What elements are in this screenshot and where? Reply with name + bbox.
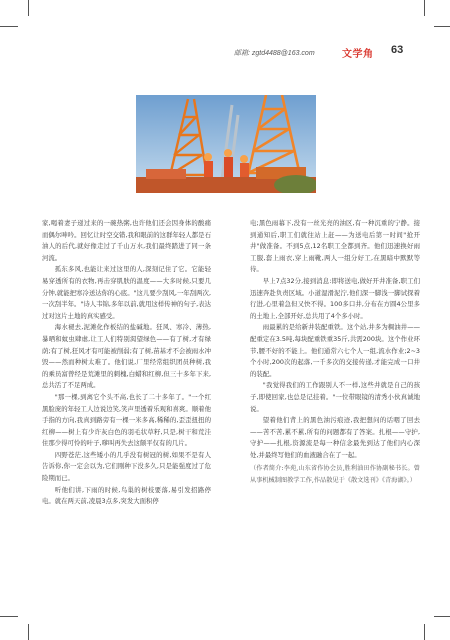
crop-mark [424,0,425,16]
paragraph: 家,喝着妻子递过来的一碗热粥,也许他们还会因身体的酸痛而偶尔呻吟。回忆让时空交错,我和眼前的这群年轻人都是石油人的后代,就好像走过了千山万水,我们最终踏进了同一条河流。 [42,219,211,262]
contact-email: 邮箱: zgtd4488@163.com [234,50,315,57]
page-number: 63 [391,44,404,56]
paragraph: 四野苍茫,这些矮小的几乎没有树冠的树,如果不是有人告诉你,你一定会以为,它们刚种下没多久,只是能强度过了危险期而已。 [42,450,211,483]
paragraph: "那一棵,到离它个头不高,也长了二十多年了。"一个红黑脸庞的年轻工人边说边笑,笑声里透着乐观和喜爽。顺着他手指的方向,我真到路旁有一棵一米多高,稀稀的,歪歪扭扭的红柳——树上有少许灰白色的羽毛状草籽,只是,树干和荒洼住那少得可怜的叶子,嗲叫再失去这颇平仅有的几片。 [42,392,211,448]
crop-mark [28,0,29,16]
author-bio: （作者简介:李苑,山东省作协会员,胜利油田作协副秘书长。曾从事机械制图教学工作,作品散见于《散文选刊》《青海湖》。） [250,465,420,485]
paragraph: 早上7点32分,接到消息:即将送电,做好开井准备,职工们迅速奔赴负责区域。小道湿滑泥泞,他们深一脚浅一脚试探着行进,心里着急但又快不得。100多口井,分布在方圆4公里多的土地上,全部开好,总共用了4个多小时。 [250,276,420,320]
crop-mark [0,26,18,27]
crop-mark [0,616,18,617]
article-column-left [42,218,211,508]
article-column-right [250,218,420,487]
crop-mark [424,624,425,640]
paragraph: 望着他们背上的黑色油污痕迹,我把想问的话咽了回去——苦不苦,累不累,所有的问题都有了答案。扎根——守护,守护——扎根,资源流是每一种信念最先到达了他们内心深处,并最终写他们的血液融合在了一起。 [250,416,420,459]
paragraph: 听他们讲,下雨的时候,鸟巢的树枝要落,易引发招路停电。就在两天前,凌晨3点多,突发大面积停 [42,485,211,506]
page-header [0,40,450,62]
crop-mark [434,26,450,27]
paragraph: "我觉得我们的工作跟别人不一样,这些井就是自己的孩子,即使回家,也总是记挂着。"一位带眼镜的清秀小伙真诚地说。 [250,381,420,413]
crop-mark [434,616,450,617]
section-title: 文学角 [342,49,374,60]
paragraph: 雨最累的是给新井装配重铁。这个站,井多为稠油井——配重定在3.5吨,每块配重铁重35斤,共需200块。这个作业环节,腰不好的不能上。他们通常六七个人一组,流水作业;2~3个小时,200次的起落,一千多次的交接传递,才能完成一口井的装配。 [250,323,420,378]
article-photo [136,95,316,193]
paragraph: 海水褪去,泥滩化作板结的盐碱地。狂风、寒冷、薄热,暴晒和蚊虫肆虐,让工人们特别渴望绿色——有了树,才有绿荫;有了树,狂风才有可能被削弱;有了树,苗基才不会被雨水冲毁——然而种树太难了。他们说,厂里经常组织团员种树,我的乘员富曾经是荒滩里的刺槐,白蜡和红柳,但三十多年下来,总共活了不足两成。 [42,323,211,390]
drilling-rig-illustration [136,95,316,193]
paragraph: 孤东多风,也能让来过这里的人,深刻记住了它。它能轻易穿透所有的衣物,再击穿肌肤的温度——大多时候,只要几分钟,就能把寒冷送达你的心底。"这儿要少刮风,一年刮两次,一次刮半年。"诗人韦锦,多年以前,就用这样传神的句子,表达过对这片土地的真实感受。 [42,265,211,320]
crop-mark [28,624,29,640]
paragraph: 电;黑色雨幕下,没有一丝光亮的油区,有一种沉重的宁静。接到通知后,职工们就往站上赶——为送电后第一时间"抢开井"做准备。不到5点,12名职工全都到齐。他们迅速换好雨工服,套上雨衣,穿上雨靴,两人一组分好工,在黑暗中默默等待。 [250,219,420,274]
